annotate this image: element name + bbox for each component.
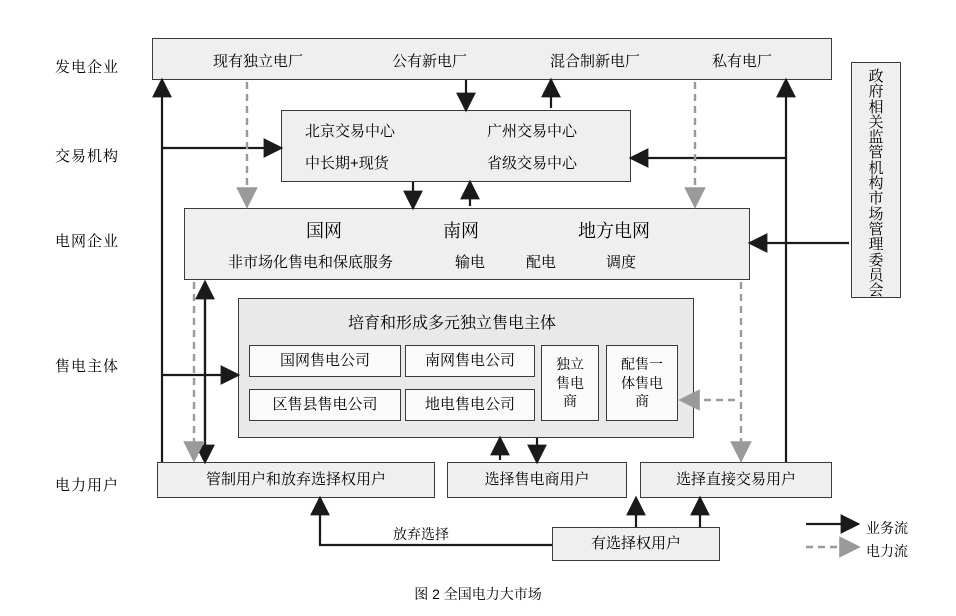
regulator-char-10: 场 xyxy=(868,205,884,223)
regulator-char-12: 理 xyxy=(868,236,884,254)
regulator-char-4: 监 xyxy=(868,129,884,147)
retail-title: 培育和形成多元独立售电主体 xyxy=(348,315,557,332)
generation-item-2: 混合制新电厂 xyxy=(550,53,641,70)
regulator-char-0: 政 xyxy=(868,68,884,85)
grid-top-0: 国网 xyxy=(306,221,342,241)
row-label-users: 电力用户 xyxy=(55,477,120,494)
regulator-char-5: 管 xyxy=(868,144,884,162)
regulator-char-14: 员 xyxy=(868,266,884,284)
generation-item-0: 现有独立电厂 xyxy=(213,53,304,70)
user-box-2: 选择直接交易用户 xyxy=(640,462,832,498)
row-label-trading: 交易机构 xyxy=(55,148,120,165)
regulator-char-7: 构 xyxy=(868,175,884,193)
row-label-retail: 售电主体 xyxy=(55,358,120,375)
trading-item-2: 中长期+现货 xyxy=(305,155,389,172)
user-box-1: 选择售电商用户 xyxy=(447,462,627,498)
grid-bottom-1: 输电 xyxy=(455,254,486,271)
retail-cell-1: 南网售电公司 xyxy=(405,345,535,377)
grid-bottom-2: 配电 xyxy=(526,254,557,271)
grid-top-2: 地方电网 xyxy=(578,221,650,241)
generation-item-3: 私有电厂 xyxy=(712,53,773,70)
regulator-char-15: 会 xyxy=(868,282,884,300)
regulator-box xyxy=(851,62,901,298)
grid-top-1: 南网 xyxy=(443,221,479,241)
retail-tall-cell-0-label: 独立售电商 xyxy=(556,355,584,410)
figure-caption: 图 2 全国电力大市场 xyxy=(414,586,542,602)
give-up-choice-label: 放弃选择 xyxy=(393,526,449,542)
regulator-char-13: 委 xyxy=(868,251,884,269)
regulator-char-11: 管 xyxy=(868,220,884,238)
trading-item-1: 广州交易中心 xyxy=(487,123,578,140)
row-label-grid: 电网企业 xyxy=(55,233,120,250)
grid-bottom-3: 调度 xyxy=(606,254,637,271)
retail-tall-cell-1 xyxy=(606,345,678,421)
legend-business-flow-label: 业务流 xyxy=(866,520,908,536)
retail-cell-2: 区售县售电公司 xyxy=(249,389,401,421)
regulator-char-3: 关 xyxy=(868,113,884,131)
regulator-char-2: 相 xyxy=(868,98,884,116)
legend-power-flow-label: 电力流 xyxy=(866,543,908,559)
regulator-char-6: 机 xyxy=(868,159,884,177)
user-box-0: 管制用户和放弃选择权用户 xyxy=(157,462,435,498)
trading-item-0: 北京交易中心 xyxy=(305,123,396,140)
choice-users-box: 有选择权用户 xyxy=(552,527,720,561)
generation-item-1: 公有新电厂 xyxy=(392,53,468,70)
retail-tall-cell-1-label: 配售一体售电商 xyxy=(621,355,663,410)
retail-tall-cell-0 xyxy=(541,345,599,421)
regulator-char-1: 府 xyxy=(868,83,884,101)
row-label-generation: 发电企业 xyxy=(55,59,120,76)
trading-item-3: 省级交易中心 xyxy=(487,155,578,172)
grid-bottom-0: 非市场化售电和保底服务 xyxy=(228,254,394,271)
regulator-char-9: 市 xyxy=(868,190,884,208)
retail-cell-3: 地电售电公司 xyxy=(405,389,535,421)
retail-cell-0: 国网售电公司 xyxy=(249,345,401,377)
